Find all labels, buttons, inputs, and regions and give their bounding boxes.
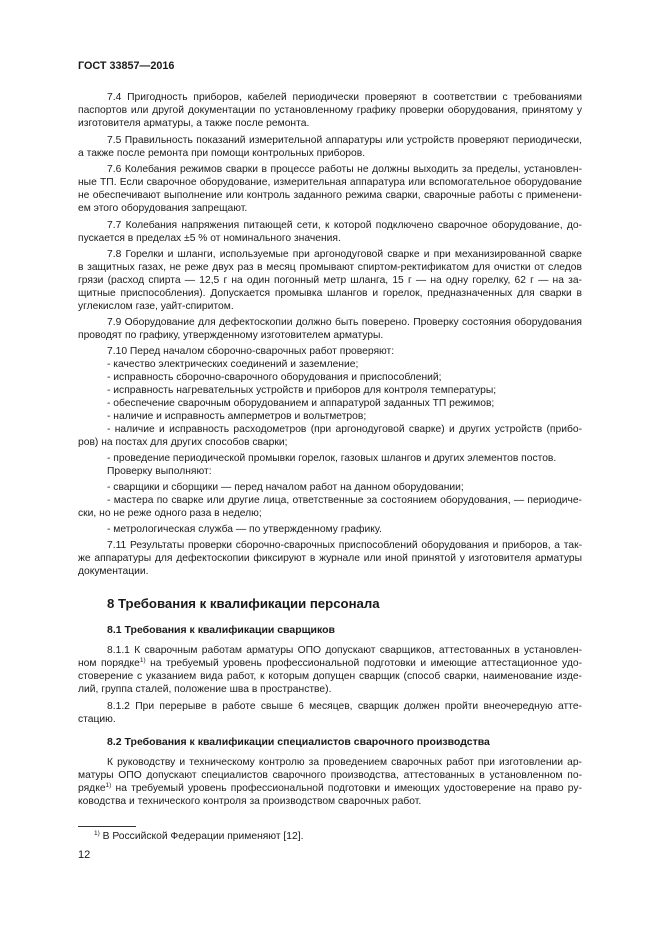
line-text: - исправность нагревательных устройств и приборов для контроля температуры; [107, 385, 497, 396]
body-line [107, 384, 496, 397]
line-text: пускается в пределах ±5 % от номинального значения. [78, 233, 341, 244]
line-text: паспортов или другой документации по установленному графику проверки оборудования, принятому у [78, 105, 582, 116]
line-text: не обеспечивают выполнение или контроль заданного режима сварки, сварочные работы с применени- [78, 190, 582, 201]
body-line [78, 507, 262, 520]
line-text: 7.8 Горелки и шланги, используемые при аргонодуговой сварке и при механизированной сварке [107, 249, 582, 260]
line-text: - проведение периодической промывки горелок, газовых шлангов и других элементов постов. [107, 453, 557, 464]
body-line [78, 176, 582, 189]
footnote [94, 830, 303, 844]
body-line [107, 452, 556, 465]
line-text: - мастера по сварке или другие лица, ответственные за состоянием оборудования, — периодиче- [107, 495, 582, 506]
body-line [78, 189, 582, 202]
subsection-heading [107, 624, 335, 637]
line-text: ем этого оборудования запрещают. [78, 203, 248, 214]
body-line [107, 345, 394, 358]
line-text: - исправность сборочно-сварочного оборудования и приспособлений; [107, 372, 442, 383]
subsection-heading [107, 736, 490, 749]
line-text: 8.1 Требования к квалификации сварщиков [107, 624, 335, 636]
body-line [78, 436, 287, 449]
footnote-mark: 1) [94, 830, 100, 837]
body-line [78, 232, 341, 245]
body-line [107, 523, 382, 536]
line-text: 7.11 Результаты проверки сборочно-сварочных приспособлений оборудования и приборов, а так- [107, 540, 582, 551]
line-text: 8.2 Требования к квалификации специалистов сварочного производства [107, 736, 490, 748]
body-line [78, 261, 582, 274]
line-text: К руководству и техническому контролю за проведением сварочных работ при изготовлении ар- [107, 757, 582, 768]
page-number: 12 [78, 849, 91, 861]
body-line [78, 769, 582, 782]
body-line [78, 274, 582, 287]
line-text: матуры ОПО допускают специалистов сварочного производства, аттестованных в установленном по- [78, 770, 582, 781]
body-line [107, 465, 212, 478]
body-line [107, 134, 582, 147]
line-text: 7.6 Колебания режимов сварки в процессе работы не должны выходить за пределы, установлен- [107, 164, 582, 175]
body-line [78, 287, 582, 300]
line-text: ные ТП. Если сварочное оборудование, измерительная аппаратура или вспомогательное оборудование [78, 177, 582, 188]
body-line [78, 300, 234, 313]
body-line [78, 147, 365, 160]
line-text: 7.4 Пригодность приборов, кабелей периодически проверяют в соответствии с требованиями [107, 92, 582, 103]
section-heading [107, 596, 380, 612]
line-text: ров) на постах для других способов сварки; [78, 437, 288, 448]
line-text: стацию. [78, 714, 116, 725]
body-line [78, 552, 582, 565]
body-line [107, 219, 582, 232]
body-line [107, 371, 442, 384]
line-text: грязи (расход спирта — 12,5 г на один погонный метр шланга, 15 г — на одну горелку, 62 г — на за- [78, 275, 582, 286]
body-line [78, 795, 421, 808]
line-text: щитные приспособления). Допускается промывка шлангов и горелок, предназначенных для сварки в [78, 288, 582, 299]
line-text: изготовителя арматуры, а также после ремонта. [78, 118, 310, 129]
body-line [107, 410, 366, 423]
line-text: на требуемый уровень профессиональной подготовки и имеющие аттестационное удо- [145, 658, 582, 669]
body-line [78, 117, 309, 130]
footnote-ref: 1) [105, 782, 112, 789]
line-text: 7.7 Колебания напряжения питающей сети, к которой подключено сварочное оборудование, до- [107, 220, 582, 231]
line-text: а также после ремонта при помощи контрольных приборов. [78, 148, 366, 159]
line-text: - сварщики и сборщики — перед началом работ на данном оборудовании; [107, 482, 464, 493]
line-text: 7.5 Правильность показаний измерительной аппаратуры или устройств проверяют периодически, [107, 135, 582, 146]
line-text: лий, группа сталей, положение шва в пространстве). [78, 684, 332, 695]
body-line [78, 683, 331, 696]
body-line [107, 91, 582, 104]
body-line [107, 423, 582, 436]
body-line [107, 397, 494, 410]
body-line [78, 713, 116, 726]
line-text: документации. [78, 566, 149, 577]
line-text: - наличие и исправность амперметров и вольтметров; [107, 411, 367, 422]
body-line [107, 481, 464, 494]
standard-code-header: ГОСТ 33857—2016 [78, 60, 175, 72]
body-line [78, 782, 582, 796]
line-text: 7.10 Перед началом сборочно-сварочных работ проверяют: [107, 346, 395, 357]
line-text: ски, но не реже одного раза в неделю; [78, 508, 262, 519]
line-text: рядке [78, 783, 106, 794]
line-text: 7.9 Оборудование для дефектоскопии должно быть поверено. Проверку состояния оборудования [107, 317, 582, 328]
line-text: - метрологическая служба — по утвержденному графику. [107, 524, 382, 535]
line-text: 8.1.1 К сварочным работам арматуры ОПО допускают сварщиков, аттестованных в установлен- [107, 645, 582, 656]
line-text: же аппаратуры для дефектоскопии фиксируют в журнале или иной принятой у изготовителя арматуры [78, 553, 582, 564]
line-text: углекислом газе, уайт-спиритом. [78, 301, 234, 312]
line-text: - качество электрических соединений и заземление; [107, 359, 359, 370]
body-line [107, 248, 582, 261]
body-line [107, 539, 582, 552]
line-text: - обеспечение сварочным оборудованием и аппаратурой заданных ТП режимов; [107, 398, 495, 409]
line-text: ководства и технического контроля за производством сварочных работ. [78, 796, 422, 807]
line-text: 8.1.2 При перерыве в работе свыше 6 месяцев, сварщик должен пройти внеочередную атте- [107, 701, 582, 712]
body-line [107, 316, 582, 329]
body-line [78, 565, 148, 578]
body-line [107, 494, 582, 507]
body-line [78, 670, 582, 683]
body-line [107, 756, 582, 769]
footnote-ref: 1) [139, 657, 146, 664]
line-text: - наличие и исправность расходометров (при аргонодуговой сварке) и других устройств (прибо- [107, 424, 582, 435]
line-text: ном порядке [78, 658, 140, 669]
line-text: 8 Требования к квалификации персонала [107, 596, 380, 611]
body-line [107, 163, 582, 176]
body-line [107, 700, 582, 713]
line-text: на требуемый уровень профессиональной подготовки и имеющих удостоверение на право ру- [111, 783, 582, 794]
line-text: Проверку выполняют: [107, 466, 212, 477]
body-line [78, 329, 383, 342]
body-line [78, 202, 247, 215]
body-line [107, 358, 358, 371]
line-text: проводят по графику, утвержденному изготовителем арматуры. [78, 330, 384, 341]
body-line [107, 644, 582, 657]
footnote-divider [78, 826, 136, 827]
line-text: в защитных газах, не реже двух раз в месяц промывают спиртом-ректификатом для очистки от следов [78, 262, 582, 273]
body-line [78, 657, 582, 671]
body-line [78, 104, 582, 117]
footnote-text: В Российской Федерации применяют [12]. [102, 831, 304, 842]
line-text: стоверение с указанием вида работ, к которым допущен сварщик (способ сварки, наименование изде- [78, 671, 582, 682]
